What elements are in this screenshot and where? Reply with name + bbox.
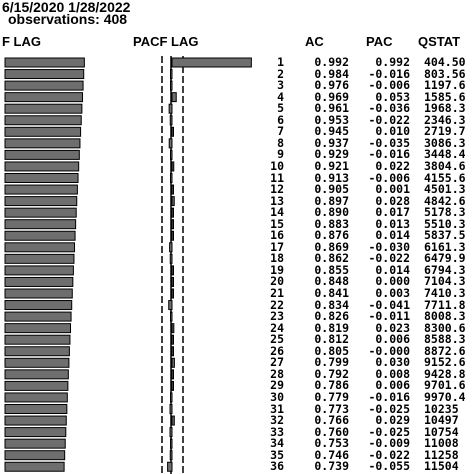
pac-bar-lag-21 <box>172 289 174 298</box>
pac-bar-lag-11 <box>171 174 173 183</box>
pac-bar-lag-10 <box>172 162 174 171</box>
pac-bar-lag-5 <box>169 104 172 113</box>
lag-cell: 11 <box>270 170 284 185</box>
ac-cell: 0.746 <box>314 447 349 462</box>
ac-column-header: AC <box>305 34 324 49</box>
lag-cell: 1 <box>277 55 284 69</box>
ac-cell: 0.848 <box>314 274 349 289</box>
qstat-cell: 10497 <box>424 413 459 428</box>
lag-cell: 17 <box>270 239 284 254</box>
qstat-cell: 10235 <box>424 401 459 416</box>
ac-cell: 0.819 <box>314 320 349 335</box>
pac-bar-lag-33 <box>170 428 172 437</box>
lag-cell: 22 <box>270 297 284 312</box>
pac-cell: 0.003 <box>375 286 410 300</box>
pac-cell: 0.006 <box>375 332 410 347</box>
ac-cell: 0.799 <box>314 355 349 370</box>
lag-cell: 32 <box>270 413 284 428</box>
ac-cell: 0.876 <box>314 228 349 243</box>
pac-cell: 0.013 <box>375 216 410 231</box>
lag-cell: 18 <box>270 251 284 266</box>
pac-cell: -0.009 <box>368 436 410 451</box>
pac-cell: 0.000 <box>375 274 410 289</box>
lag-cell: 13 <box>270 193 284 208</box>
ac-cell: 0.869 <box>314 239 349 254</box>
lag-cell: 27 <box>270 355 284 370</box>
pac-cell: -0.006 <box>368 170 410 185</box>
pac-bar-lag-25 <box>172 335 174 344</box>
qstat-cell: 9970.4 <box>424 389 466 404</box>
pac-bar-lag-30 <box>171 393 173 402</box>
pac-bar-lag-13 <box>172 197 174 206</box>
pac-cell: -0.016 <box>368 147 410 162</box>
pac-bar-lag-3 <box>171 81 173 90</box>
pac-bar-lag-7 <box>172 127 174 136</box>
qstat-cell: 2346.3 <box>424 112 466 127</box>
pac-cell: -0.025 <box>368 401 410 416</box>
pac-bar-lag-26 <box>172 347 174 356</box>
lag-cell: 16 <box>270 228 284 243</box>
lag-cell: 15 <box>270 216 284 231</box>
pac-cell: -0.041 <box>368 297 410 312</box>
qstat-cell: 5178.3 <box>424 205 466 220</box>
lag-cell: 21 <box>270 286 284 300</box>
ac-cell: 0.937 <box>314 135 349 150</box>
qstat-cell: 8008.3 <box>424 309 466 324</box>
observations-label: observations: 408 <box>8 11 128 27</box>
pac-bar-lag-8 <box>169 139 172 148</box>
lag-cell: 5 <box>277 101 284 116</box>
pac-cell: 0.001 <box>375 182 410 197</box>
ac-cell: 0.812 <box>314 332 349 347</box>
qstat-cell: 1968.3 <box>424 101 466 116</box>
pac-bar-lag-6 <box>170 116 172 125</box>
ac-cell: 0.826 <box>314 309 349 324</box>
pac-cell: 0.053 <box>375 89 410 104</box>
ac-cell: 0.841 <box>314 286 349 300</box>
lag-cell: 25 <box>270 332 284 347</box>
qstat-cell: 404.50 <box>424 55 466 69</box>
pac-bar-lag-1 <box>172 58 251 67</box>
ac-cell: 0.905 <box>314 182 349 197</box>
qstat-cell: 803.56 <box>424 66 466 81</box>
lag-cell: 9 <box>277 147 284 162</box>
pac-cell: -0.006 <box>368 78 410 93</box>
ac-cell: 0.921 <box>314 158 349 173</box>
ac-cell: 0.992 <box>314 55 349 69</box>
qstat-cell: 5510.3 <box>424 216 466 231</box>
qstat-cell: 3448.4 <box>424 147 466 162</box>
pac-cell: 0.022 <box>375 158 410 173</box>
pac-bar-lag-32 <box>172 416 174 425</box>
pac-bar-lag-15 <box>172 220 174 229</box>
ac-lag-column-header: F LAG <box>2 34 41 49</box>
pac-cell: -0.022 <box>368 251 410 266</box>
qstat-cell: 7711.8 <box>424 297 466 312</box>
pac-cell: 0.023 <box>375 320 410 335</box>
pac-bar-lag-4 <box>172 93 176 102</box>
ac-cell: 0.929 <box>314 147 349 162</box>
lag-cell: 2 <box>277 66 284 81</box>
qstat-cell: 3086.3 <box>424 135 466 150</box>
ac-cell: 0.913 <box>314 170 349 185</box>
lag-cell: 20 <box>270 274 284 289</box>
qstat-cell: 7410.3 <box>424 286 466 300</box>
pac-bar-lag-36 <box>168 462 172 471</box>
lag-cell: 30 <box>270 389 284 404</box>
qstat-cell: 5837.5 <box>424 228 466 243</box>
qstat-cell: 9152.6 <box>424 355 466 370</box>
pac-bar-lag-31 <box>170 405 172 414</box>
ac-cell: 0.984 <box>314 66 349 81</box>
pac-bar-lag-23 <box>171 312 173 321</box>
qstat-cell: 6161.3 <box>424 239 466 254</box>
pac-bar-lag-34 <box>171 439 173 448</box>
pac-cell: -0.035 <box>368 135 410 150</box>
ac-cell: 0.976 <box>314 78 349 93</box>
ac-cell: 0.945 <box>314 124 349 139</box>
pac-cell: -0.025 <box>368 424 410 439</box>
qstat-cell: 1197.6 <box>424 78 466 93</box>
ac-cell: 0.890 <box>314 205 349 220</box>
ac-cell: 0.760 <box>314 424 349 439</box>
ac-cell: 0.766 <box>314 413 349 428</box>
pac-cell: 0.014 <box>375 262 410 277</box>
ac-cell: 0.739 <box>314 459 349 474</box>
lag-cell: 34 <box>270 436 284 451</box>
ac-cell: 0.786 <box>314 378 349 393</box>
ac-cell: 0.805 <box>314 343 349 358</box>
ac-cell: 0.953 <box>314 112 349 127</box>
qstat-cell: 2719.7 <box>424 124 466 139</box>
lag-cell: 12 <box>270 182 284 197</box>
pac-cell: 0.992 <box>375 55 410 69</box>
qstat-cell: 11258 <box>424 447 459 462</box>
lag-cell: 14 <box>270 205 284 220</box>
lag-cell: 31 <box>270 401 284 416</box>
pac-cell: -0.000 <box>368 343 410 358</box>
lag-cell: 3 <box>277 78 284 93</box>
ac-cell: 0.779 <box>314 389 349 404</box>
lag-cell: 29 <box>270 378 284 393</box>
lag-cell: 24 <box>270 320 284 335</box>
lag-cell: 35 <box>270 447 284 462</box>
pacf-lag-column-header: PACF LAG <box>133 34 199 49</box>
lag-cell: 26 <box>270 343 284 358</box>
pac-cell: -0.030 <box>368 239 410 254</box>
ac-cell: 0.753 <box>314 436 349 451</box>
ac-cell: 0.862 <box>314 251 349 266</box>
pac-bar-lag-9 <box>171 150 173 159</box>
pac-column-header: PAC <box>366 34 393 49</box>
pac-cell: 0.030 <box>375 355 410 370</box>
pac-cell: -0.011 <box>368 309 410 324</box>
pac-cell: -0.016 <box>368 389 410 404</box>
qstat-cell: 4501.3 <box>424 182 466 197</box>
lag-cell: 10 <box>270 158 284 173</box>
lag-cell: 6 <box>277 112 284 127</box>
pac-cell: 0.010 <box>375 124 410 139</box>
pac-bar-lag-14 <box>172 208 174 217</box>
qstat-cell: 11008 <box>424 436 459 451</box>
qstat-cell: 9701.6 <box>424 378 466 393</box>
qstat-cell: 9428.8 <box>424 366 466 381</box>
qstat-cell: 10754 <box>424 424 459 439</box>
qstat-cell: 1585.6 <box>424 89 466 104</box>
pac-bar-lag-35 <box>170 451 172 460</box>
ac-cell: 0.792 <box>314 366 349 381</box>
qstat-cell: 6794.3 <box>424 262 466 277</box>
pac-cell: 0.017 <box>375 205 410 220</box>
ac-cell: 0.897 <box>314 193 349 208</box>
qstat-cell: 8588.3 <box>424 332 466 347</box>
pac-bar-lag-22 <box>169 301 172 310</box>
pac-cell: -0.036 <box>368 101 410 116</box>
lag-cell: 36 <box>270 459 284 474</box>
pac-bar-lag-17 <box>170 243 172 252</box>
qstat-column-header: QSTAT <box>418 34 461 49</box>
qstat-cell: 8872.6 <box>424 343 466 358</box>
qstat-cell: 11504 <box>424 459 459 474</box>
ac-cell: 0.855 <box>314 262 349 277</box>
lag-cell: 19 <box>270 262 284 277</box>
qstat-cell: 8300.6 <box>424 320 466 335</box>
pac-bar-lag-18 <box>170 254 172 263</box>
qstat-cell: 4842.6 <box>424 193 466 208</box>
lag-cell: 23 <box>270 309 284 324</box>
pac-bar-lag-27 <box>172 358 174 367</box>
qstat-cell: 4155.6 <box>424 170 466 185</box>
pac-cell: 0.006 <box>375 378 410 393</box>
pac-bar-lag-16 <box>172 231 174 240</box>
ac-cell: 0.883 <box>314 216 349 231</box>
pac-cell: -0.016 <box>368 66 410 81</box>
pac-cell: 0.028 <box>375 193 410 208</box>
pac-cell: -0.022 <box>368 112 410 127</box>
pac-cell: 0.014 <box>375 228 410 243</box>
ac-cell: 0.773 <box>314 401 349 416</box>
qstat-cell: 6479.9 <box>424 251 466 266</box>
pac-bar-lag-20 <box>172 277 174 286</box>
pac-cell: 0.029 <box>375 413 410 428</box>
pac-bar-lag-12 <box>172 185 174 194</box>
lag-cell: 7 <box>277 124 284 139</box>
qstat-cell: 7104.3 <box>424 274 466 289</box>
pac-cell: -0.022 <box>368 447 410 462</box>
qstat-cell: 3804.6 <box>424 158 466 173</box>
pac-bar-lag-28 <box>172 370 174 379</box>
pac-cell: -0.055 <box>368 459 410 474</box>
lag-cell: 33 <box>270 424 284 439</box>
ac-cell: 0.961 <box>314 101 349 116</box>
pac-bar-lag-19 <box>172 266 174 275</box>
pac-bar-lag-29 <box>172 381 174 390</box>
ac-cell: 0.969 <box>314 89 349 104</box>
lag-cell: 28 <box>270 366 284 381</box>
ac-cell: 0.834 <box>314 297 349 312</box>
lag-cell: 4 <box>277 89 284 104</box>
pac-bar-lag-2 <box>171 70 173 79</box>
lag-cell: 8 <box>277 135 284 150</box>
date-range-label: 6/15/2020 1/28/2022 <box>2 0 131 15</box>
pac-bar-lag-24 <box>172 324 174 333</box>
pac-cell: 0.008 <box>375 366 410 381</box>
